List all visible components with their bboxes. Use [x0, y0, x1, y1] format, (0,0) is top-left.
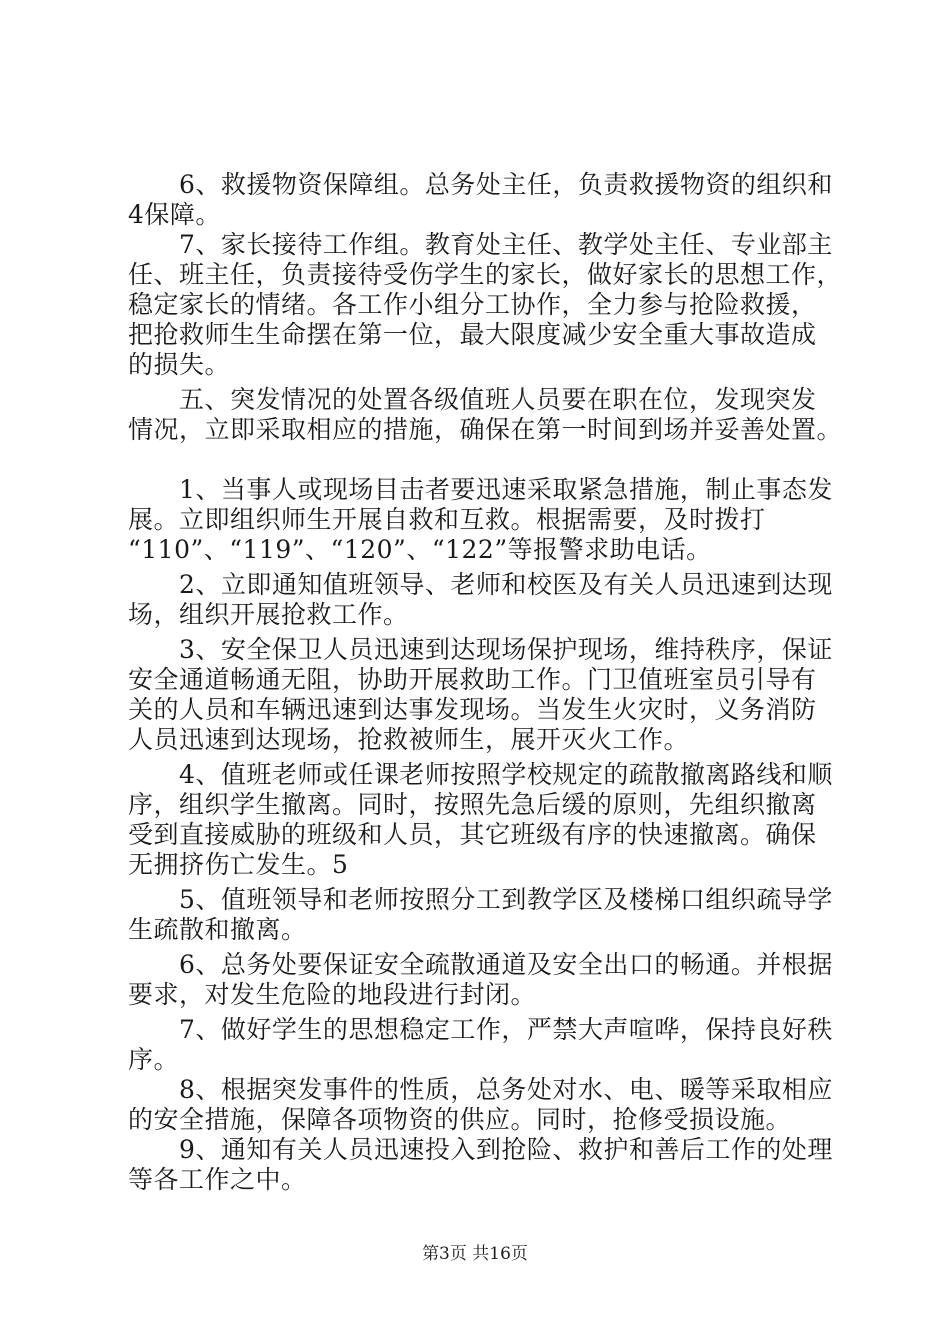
text-line: 等各工作之中。: [128, 1165, 307, 1194]
text-line: 6、救援物资保障组。总务处主任，负责救援物资的组织和: [128, 170, 833, 199]
text-line: 展。立即组织师生开展自救和互救。根据需要，及时拨打: [128, 505, 766, 534]
page-footer: 第3页 共16页: [422, 1244, 528, 1264]
text-line: 7、家长接待工作组。教育处主任、教学处主任、专业部主: [128, 230, 833, 259]
text-line: 稳定家长的情绪。各工作小组分工协作，全力参与抢险救援，: [128, 290, 817, 319]
text-line: 的安全措施，保障各项物资的供应。同时，抢修受损设施。: [128, 1105, 792, 1134]
text-line: 9、通知有关人员迅速投入到抢险、救护和善后工作的处理: [128, 1135, 833, 1164]
text-line: 5、值班领导和老师按照分工到教学区及楼梯口组织疏导学: [128, 885, 833, 914]
text-line: 序，组织学生撤离。同时，按照先急后缓的原则，先组织撤离: [128, 790, 817, 819]
text-line: 6、总务处要保证安全疏散通道及安全出口的畅通。并根据: [128, 950, 833, 979]
text-line: 3、安全保卫人员迅速到达现场保护现场，维持秩序，保证: [128, 635, 833, 664]
text-line: 人员迅速到达现场，抢救被师生，展开灭火工作。: [128, 725, 690, 754]
text-line: 8、根据突发事件的性质，总务处对水、电、暖等采取相应: [128, 1075, 833, 1104]
text-line: 生疏散和撤离。: [128, 915, 307, 944]
text-line: 2、立即通知值班领导、老师和校医及有关人员迅速到达现: [128, 570, 833, 599]
text-line: 1、当事人或现场目击者要迅速采取紧急措施，制止事态发: [128, 475, 833, 504]
text-line: 把抢救师生生命摆在第一位，最大限度减少安全重大事故造成: [128, 320, 817, 349]
text-line: 7、做好学生的思想稳定工作，严禁大声喧哗，保持良好秩: [128, 1015, 833, 1044]
text-line: 受到直接威胁的班级和人员，其它班级有序的快速撤离。确保: [128, 820, 817, 849]
text-line: 五、突发情况的处置各级值班人员要在职在位，发现突发: [128, 385, 817, 414]
text-line: 的损失。: [128, 350, 231, 379]
text-line: 4保障。: [128, 200, 221, 229]
text-line: 序。: [128, 1045, 180, 1074]
text-line: “110”、“119”、“120”、“122”等报警求助电话。: [128, 535, 712, 564]
text-line: 关的人员和车辆迅速到达事发现场。当发生火灾时，义务消防: [128, 695, 817, 724]
text-line: 情况，立即采取相应的措施，确保在第一时间到场并妥善处置。: [128, 415, 843, 444]
text-line: 无拥挤伤亡发生。5: [128, 850, 349, 879]
text-line: 场，组织开展抢救工作。: [128, 600, 409, 629]
text-line: 任、班主任，负责接待受伤学生的家长，做好家长的思想工作，: [128, 260, 843, 289]
text-line: 4、值班老师或任课老师按照学校规定的疏散撤离路线和顺: [128, 760, 833, 789]
text-line: 要求，对发生危险的地段进行封闭。: [128, 980, 537, 1009]
text-line: 安全通道畅通无阻，协助开展救助工作。门卫值班室员引导有: [128, 665, 817, 694]
